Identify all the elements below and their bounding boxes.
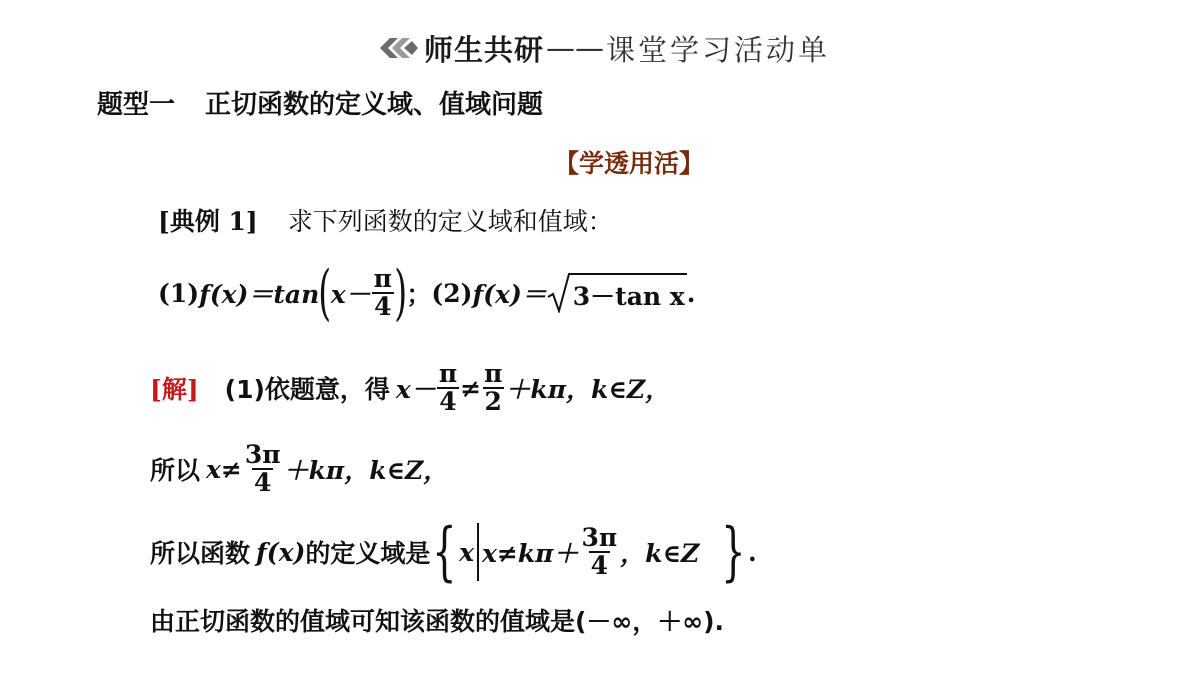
solution-tag: [解]	[150, 375, 199, 404]
part1-function: f(x)＝tan	[199, 280, 320, 309]
left-paren: (	[318, 258, 332, 328]
plus-k-pi: ＋kπ，	[505, 375, 592, 404]
part1-label: (1)	[158, 278, 200, 308]
solution-line3-text2: 的定义域是	[305, 539, 431, 568]
part2-label: (2)	[431, 278, 473, 308]
header-title: 师生共研	[424, 32, 545, 67]
right-brace: }	[721, 515, 746, 589]
solution-line4-text: 由正切函数的值域可知该函数的值域是(－∞，＋∞).	[150, 607, 725, 636]
pi-over-4-fraction: $\frac{\pi}{4}$	[373, 263, 392, 321]
header-dash: ——	[546, 31, 605, 65]
solution-line1-text: (1)依题意，得	[224, 375, 390, 404]
slide-header	[378, 28, 830, 68]
sqrt-sign-icon	[547, 273, 571, 313]
three-pi-over-4-fraction: $\frac{3\pi}{4}$	[244, 439, 281, 497]
solution-line3-text: 所以函数	[150, 539, 251, 568]
double-chevron-logo-icon	[378, 33, 420, 63]
set-k-in-z: ，k∈Z	[620, 539, 700, 568]
left-brace: {	[432, 515, 457, 589]
part1-x: x－	[330, 280, 371, 309]
k-in-z: k∈Z，	[591, 375, 671, 404]
solution-line2-x: x≠	[206, 454, 242, 484]
solution-line2-text: 所以	[150, 456, 201, 485]
set-variable: x	[459, 537, 474, 567]
example-tag: [典例 1]	[158, 207, 258, 236]
sqrt-radicand: 3－tan x	[571, 273, 687, 313]
pi-over-4-fraction: $\frac{\pi}{4}$	[438, 358, 458, 416]
pi-over-2-fraction: $\frac{\pi}{2}$	[484, 358, 503, 416]
topic-title	[97, 84, 543, 121]
solution-line3-end: .	[747, 537, 757, 567]
part2-period: .	[686, 278, 696, 308]
solution-line-1	[150, 356, 670, 420]
example-functions-line	[158, 258, 695, 328]
section-tag: 【学透用活】	[554, 149, 705, 178]
example-prompt-line	[158, 202, 613, 238]
right-paren: )	[394, 258, 408, 328]
solution-line-4	[150, 602, 724, 638]
plus-k-pi: ＋kπ，	[283, 456, 370, 485]
part2-function: f(x)＝	[472, 280, 547, 309]
sqrt-expression	[547, 273, 687, 313]
set-bar	[477, 523, 479, 581]
solution-line3-fx: f(x)	[256, 537, 306, 567]
topic-name: 正切函数的定义域、值域问题	[205, 90, 544, 120]
topic-label: 题型一	[97, 90, 176, 120]
set-condition: x≠kπ＋	[481, 539, 579, 568]
neq-sign: ≠	[460, 373, 482, 403]
three-pi-over-4-fraction: $\frac{3\pi}{4}$	[581, 522, 618, 580]
separator: ；	[406, 280, 432, 309]
k-in-z: k∈Z，	[369, 456, 449, 485]
example-prompt: 求下列函数的定义域和值域：	[287, 207, 613, 236]
solution-line-3	[150, 516, 757, 588]
solution-line1-x: x－	[395, 375, 436, 404]
header-subtitle: 课堂学习活动单	[606, 32, 831, 67]
solution-line-2	[150, 437, 448, 501]
